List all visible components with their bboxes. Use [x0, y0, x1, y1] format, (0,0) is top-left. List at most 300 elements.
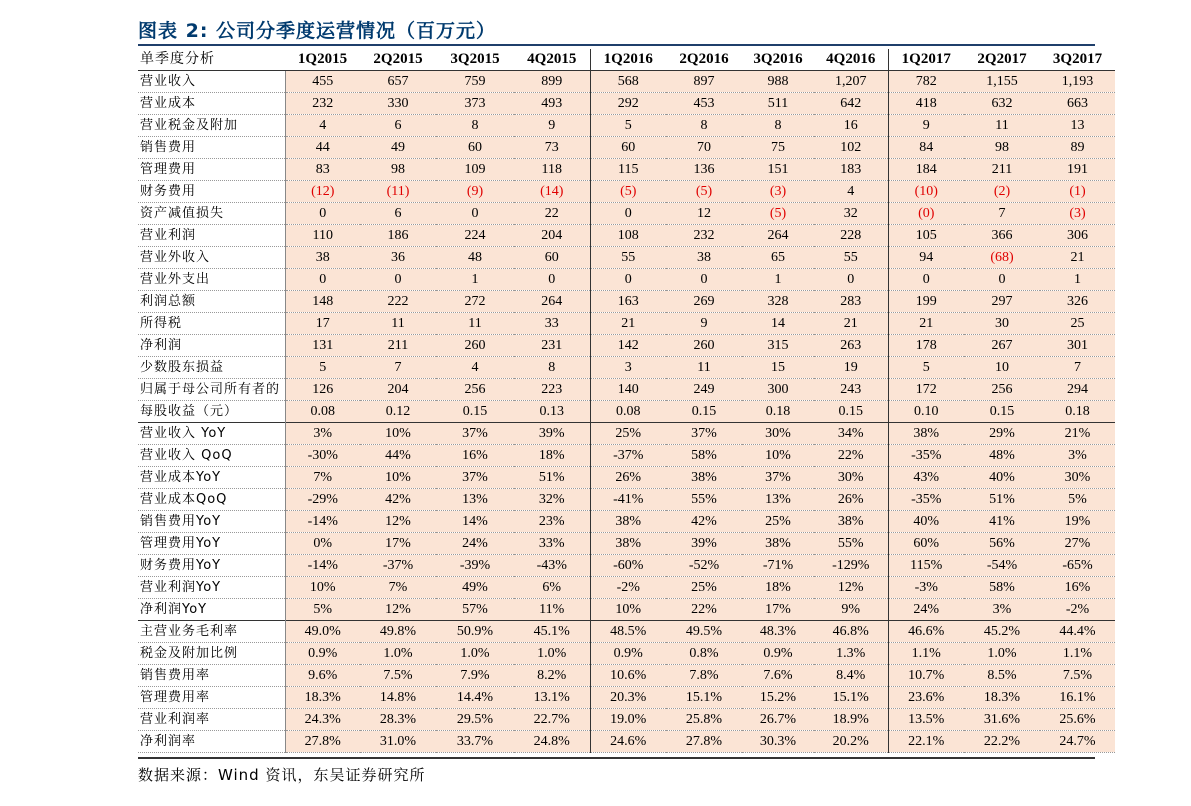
table-cell: 6: [360, 203, 436, 225]
table-cell: 11: [964, 115, 1040, 137]
table-cell: 988: [742, 71, 814, 93]
table-cell: 37%: [666, 423, 742, 445]
table-cell: 10: [964, 357, 1040, 379]
table-cell: 31.0%: [360, 731, 436, 753]
table-cell: 25%: [666, 577, 742, 599]
table-cell: 33%: [514, 533, 590, 555]
table-cell: (5): [666, 181, 742, 203]
table-cell: (10): [888, 181, 964, 203]
table-cell: 109: [436, 159, 514, 181]
table-cell: 0: [814, 269, 888, 291]
column-header: 3Q2017: [1040, 49, 1115, 71]
table-cell: 231: [514, 335, 590, 357]
table-cell: 102: [814, 137, 888, 159]
table-cell: 16%: [1040, 577, 1115, 599]
table-cell: 49.5%: [666, 621, 742, 643]
table-cell: 21: [888, 313, 964, 335]
row-label: 营业成本YoY: [138, 467, 285, 489]
row-label: 净利润YoY: [138, 599, 285, 621]
table-cell: 24.7%: [1040, 731, 1115, 753]
table-cell: 4: [285, 115, 360, 137]
row-label: 营业收入 YoY: [138, 423, 285, 445]
table-cell: 297: [964, 291, 1040, 313]
table-row: [138, 225, 1115, 247]
table-cell: -65%: [1040, 555, 1115, 577]
row-label: 营业外收入: [138, 247, 285, 269]
table-cell: 60: [436, 137, 514, 159]
table-cell: 60: [514, 247, 590, 269]
table-cell: (1): [1040, 181, 1115, 203]
table-cell: 15.1%: [666, 687, 742, 709]
table-cell: 0.9%: [590, 643, 666, 665]
table-cell: 48%: [964, 445, 1040, 467]
table-cell: 24%: [436, 533, 514, 555]
table-cell: 98: [964, 137, 1040, 159]
table-cell: 51%: [964, 489, 1040, 511]
column-header: 2Q2015: [360, 49, 436, 71]
table-cell: 38%: [590, 533, 666, 555]
table-cell: 19: [814, 357, 888, 379]
table-cell: 19%: [1040, 511, 1115, 533]
table-cell: 4: [814, 181, 888, 203]
row-label: 销售费用: [138, 137, 285, 159]
table-cell: 25: [1040, 313, 1115, 335]
table-cell: 30: [964, 313, 1040, 335]
table-cell: 58%: [666, 445, 742, 467]
table-cell: 1.1%: [888, 643, 964, 665]
column-header: 1Q2017: [888, 49, 964, 71]
table-cell: 49.8%: [360, 621, 436, 643]
table-row: [138, 181, 1115, 203]
figure-title: 图表 2: 公司分季度运营情况（百万元）: [138, 20, 497, 42]
table-cell: 34%: [814, 423, 888, 445]
table-cell: 0: [285, 269, 360, 291]
table-cell: 211: [360, 335, 436, 357]
table-row: [138, 533, 1115, 555]
table-cell: 0.13: [514, 401, 590, 423]
table-cell: 25.6%: [1040, 709, 1115, 731]
table-cell: 15.1%: [814, 687, 888, 709]
table-cell: 9.6%: [285, 665, 360, 687]
table-cell: 38%: [742, 533, 814, 555]
table-cell: 10.6%: [590, 665, 666, 687]
table-cell: 50.9%: [436, 621, 514, 643]
row-label: 主营业务毛利率: [138, 621, 285, 643]
table-cell: (2): [964, 181, 1040, 203]
table-cell: 897: [666, 71, 742, 93]
table-cell: 183: [814, 159, 888, 181]
table-cell: 16%: [436, 445, 514, 467]
table-cell: 191: [1040, 159, 1115, 181]
table-cell: 10%: [360, 467, 436, 489]
table-cell: 264: [514, 291, 590, 313]
table-cell: 10%: [285, 577, 360, 599]
table-cell: 18%: [514, 445, 590, 467]
table-cell: 9: [514, 115, 590, 137]
table-cell: 0%: [285, 533, 360, 555]
table-cell: 7.8%: [666, 665, 742, 687]
table-cell: 1.0%: [436, 643, 514, 665]
table-cell: 115: [590, 159, 666, 181]
table-cell: 30%: [1040, 467, 1115, 489]
table-cell: 269: [666, 291, 742, 313]
table-cell: 25%: [590, 423, 666, 445]
table-cell: 172: [888, 379, 964, 401]
table-cell: 22.2%: [964, 731, 1040, 753]
table-cell: 31.6%: [964, 709, 1040, 731]
table-cell: 1: [742, 269, 814, 291]
table-cell: 57%: [436, 599, 514, 621]
table-row: [138, 643, 1115, 665]
table-cell: 45.1%: [514, 621, 590, 643]
table-cell: 3%: [285, 423, 360, 445]
table-row: [138, 599, 1115, 621]
table-body: [138, 71, 1115, 753]
table-cell: 22.1%: [888, 731, 964, 753]
row-label: 净利润率: [138, 731, 285, 753]
row-label: 营业收入 QoQ: [138, 445, 285, 467]
table-cell: 1,207: [814, 71, 888, 93]
row-label: 营业外支出: [138, 269, 285, 291]
table-cell: 1.0%: [514, 643, 590, 665]
table-cell: 33.7%: [436, 731, 514, 753]
table-cell: 21: [1040, 247, 1115, 269]
table-cell: 21: [814, 313, 888, 335]
table-cell: 453: [666, 93, 742, 115]
table-cell: 37%: [436, 467, 514, 489]
table-cell: -29%: [285, 489, 360, 511]
header-row: [138, 49, 1115, 71]
table-cell: 0: [360, 269, 436, 291]
table-cell: 228: [814, 225, 888, 247]
table-row: [138, 489, 1115, 511]
row-label: 营业利润: [138, 225, 285, 247]
table-cell: 224: [436, 225, 514, 247]
table-cell: 223: [514, 379, 590, 401]
table-cell: 6%: [514, 577, 590, 599]
table-cell: (11): [360, 181, 436, 203]
table-cell: 27.8%: [285, 731, 360, 753]
table-cell: 55: [814, 247, 888, 269]
table-cell: 45.2%: [964, 621, 1040, 643]
table-cell: 8: [436, 115, 514, 137]
table-cell: 373: [436, 93, 514, 115]
table-cell: 4: [436, 357, 514, 379]
table-cell: 25%: [742, 511, 814, 533]
table-cell: 8: [666, 115, 742, 137]
table-cell: 249: [666, 379, 742, 401]
table-cell: 10%: [742, 445, 814, 467]
row-label: 税金及附加比例: [138, 643, 285, 665]
table-cell: 1: [1040, 269, 1115, 291]
table-cell: 9: [888, 115, 964, 137]
table-cell: 7%: [285, 467, 360, 489]
table-cell: 5: [590, 115, 666, 137]
table-cell: 0: [590, 269, 666, 291]
table-row: [138, 445, 1115, 467]
table-cell: (3): [742, 181, 814, 203]
table-cell: 14.4%: [436, 687, 514, 709]
table-cell: 151: [742, 159, 814, 181]
column-header: 4Q2016: [814, 49, 888, 71]
table-row: [138, 137, 1115, 159]
table-cell: 0.12: [360, 401, 436, 423]
table-cell: 43%: [888, 467, 964, 489]
table-cell: 20.3%: [590, 687, 666, 709]
table-row: [138, 709, 1115, 731]
table-cell: 12%: [814, 577, 888, 599]
table-cell: 75: [742, 137, 814, 159]
table-cell: -3%: [888, 577, 964, 599]
table-cell: 46.8%: [814, 621, 888, 643]
table-row: [138, 555, 1115, 577]
table-cell: 1.0%: [964, 643, 1040, 665]
table-cell: 40%: [888, 511, 964, 533]
table-cell: 184: [888, 159, 964, 181]
table-cell: 0.18: [742, 401, 814, 423]
table-cell: 7: [360, 357, 436, 379]
table-cell: 21: [590, 313, 666, 335]
table-cell: 38%: [888, 423, 964, 445]
table-cell: 55%: [814, 533, 888, 555]
table-cell: 1.0%: [360, 643, 436, 665]
table-row: [138, 665, 1115, 687]
table-cell: 49.0%: [285, 621, 360, 643]
table-cell: -129%: [814, 555, 888, 577]
table-cell: 18.3%: [285, 687, 360, 709]
table-cell: 20.2%: [814, 731, 888, 753]
table-cell: 13%: [436, 489, 514, 511]
table-cell: 0.08: [590, 401, 666, 423]
table-cell: 657: [360, 71, 436, 93]
table-cell: 256: [436, 379, 514, 401]
table-row: [138, 687, 1115, 709]
table-cell: 455: [285, 71, 360, 93]
row-label: 营业收入: [138, 71, 285, 93]
table-cell: 0.8%: [666, 643, 742, 665]
table-cell: 46.6%: [888, 621, 964, 643]
source-note: 数据来源：Wind 资讯，东吴证券研究所: [138, 766, 426, 784]
table-row: [138, 731, 1115, 753]
table-cell: 6: [360, 115, 436, 137]
row-label: 营业利润YoY: [138, 577, 285, 599]
row-label: 所得税: [138, 313, 285, 335]
table-cell: 15: [742, 357, 814, 379]
table-cell: 17%: [742, 599, 814, 621]
table-row: [138, 379, 1115, 401]
table-cell: 13%: [742, 489, 814, 511]
row-label: 归属于母公司所有者的: [138, 379, 285, 401]
table-cell: 263: [814, 335, 888, 357]
table-cell: 759: [436, 71, 514, 93]
table-cell: 0.15: [964, 401, 1040, 423]
table-cell: 5%: [1040, 489, 1115, 511]
table-cell: 9%: [814, 599, 888, 621]
table-cell: 42%: [360, 489, 436, 511]
table-cell: (5): [742, 203, 814, 225]
table-cell: 24.6%: [590, 731, 666, 753]
table-cell: 94: [888, 247, 964, 269]
table-cell: 292: [590, 93, 666, 115]
table-cell: 17%: [360, 533, 436, 555]
table-cell: 65: [742, 247, 814, 269]
table-cell: (68): [964, 247, 1040, 269]
table-cell: 178: [888, 335, 964, 357]
title-rule: [138, 44, 1095, 46]
table-cell: 7.6%: [742, 665, 814, 687]
table-cell: 0: [964, 269, 1040, 291]
table-cell: 11: [666, 357, 742, 379]
table-cell: 105: [888, 225, 964, 247]
bottom-rule: [138, 757, 1095, 759]
row-label: 销售费用YoY: [138, 511, 285, 533]
table-cell: 30%: [742, 423, 814, 445]
table-cell: 23.6%: [888, 687, 964, 709]
table-cell: 16.1%: [1040, 687, 1115, 709]
table-cell: 55%: [666, 489, 742, 511]
table-cell: 3%: [1040, 445, 1115, 467]
table-row: [138, 467, 1115, 489]
table-cell: 38: [285, 247, 360, 269]
table-cell: 0: [590, 203, 666, 225]
table-cell: 37%: [436, 423, 514, 445]
table-cell: 1.1%: [1040, 643, 1115, 665]
table-cell: 10%: [360, 423, 436, 445]
table-cell: 204: [360, 379, 436, 401]
table-cell: 12%: [360, 599, 436, 621]
table-row: [138, 621, 1115, 643]
table-cell: 272: [436, 291, 514, 313]
table-cell: 16: [814, 115, 888, 137]
table-cell: 26%: [814, 489, 888, 511]
table-cell: 326: [1040, 291, 1115, 313]
table-cell: 5: [888, 357, 964, 379]
table-cell: 7.5%: [1040, 665, 1115, 687]
table-cell: 38%: [590, 511, 666, 533]
table-cell: 29.5%: [436, 709, 514, 731]
column-header: 1Q2016: [590, 49, 666, 71]
table-row: [138, 291, 1115, 313]
quarterly-table: [138, 49, 1115, 753]
table-cell: 22%: [814, 445, 888, 467]
table-cell: 22: [514, 203, 590, 225]
row-label: 财务费用YoY: [138, 555, 285, 577]
table-cell: 0: [514, 269, 590, 291]
table-cell: 0.9%: [742, 643, 814, 665]
table-cell: 15.2%: [742, 687, 814, 709]
row-label: 管理费用率: [138, 687, 285, 709]
row-label: 财务费用: [138, 181, 285, 203]
table-cell: 25.8%: [666, 709, 742, 731]
table-cell: 7: [964, 203, 1040, 225]
table-cell: -14%: [285, 555, 360, 577]
table-cell: 328: [742, 291, 814, 313]
table-cell: -2%: [1040, 599, 1115, 621]
table-cell: 3: [590, 357, 666, 379]
table-cell: 18%: [742, 577, 814, 599]
table-cell: 70: [666, 137, 742, 159]
table-cell: 256: [964, 379, 1040, 401]
table-cell: 11: [360, 313, 436, 335]
table-cell: 1.3%: [814, 643, 888, 665]
table-cell: (14): [514, 181, 590, 203]
table-cell: 663: [1040, 93, 1115, 115]
row-label: 少数股东损益: [138, 357, 285, 379]
table-row: [138, 577, 1115, 599]
table-cell: 55: [590, 247, 666, 269]
table-cell: (9): [436, 181, 514, 203]
table-cell: 8: [514, 357, 590, 379]
table-cell: -43%: [514, 555, 590, 577]
table-row: [138, 93, 1115, 115]
table-cell: 40%: [964, 467, 1040, 489]
table-cell: 199: [888, 291, 964, 313]
table-row: [138, 335, 1115, 357]
table-cell: 0.08: [285, 401, 360, 423]
row-label: 净利润: [138, 335, 285, 357]
table-cell: 38%: [814, 511, 888, 533]
table-cell: -2%: [590, 577, 666, 599]
table-cell: 108: [590, 225, 666, 247]
table-cell: 300: [742, 379, 814, 401]
table-cell: 38: [666, 247, 742, 269]
table-cell: 98: [360, 159, 436, 181]
table-cell: 330: [360, 93, 436, 115]
table-cell: -35%: [888, 489, 964, 511]
table-cell: 60%: [888, 533, 964, 555]
table-cell: 8: [742, 115, 814, 137]
table-cell: 32: [814, 203, 888, 225]
table-row: [138, 423, 1115, 445]
table-cell: 163: [590, 291, 666, 313]
table-cell: 17: [285, 313, 360, 335]
table-cell: 1: [436, 269, 514, 291]
table-cell: 24.8%: [514, 731, 590, 753]
table-cell: 44: [285, 137, 360, 159]
table-cell: 899: [514, 71, 590, 93]
table-cell: 0.15: [666, 401, 742, 423]
table-cell: 48.5%: [590, 621, 666, 643]
table-cell: 7: [1040, 357, 1115, 379]
table-cell: 306: [1040, 225, 1115, 247]
table-cell: 73: [514, 137, 590, 159]
table-row: [138, 357, 1115, 379]
table-cell: 11: [436, 313, 514, 335]
column-header: 3Q2016: [742, 49, 814, 71]
column-header: 1Q2015: [285, 49, 360, 71]
table-cell: 0.15: [814, 401, 888, 423]
table-cell: 23%: [514, 511, 590, 533]
table-cell: -71%: [742, 555, 814, 577]
row-label: 营业税金及附加: [138, 115, 285, 137]
table-cell: -37%: [360, 555, 436, 577]
table-cell: 14.8%: [360, 687, 436, 709]
table-cell: 39%: [514, 423, 590, 445]
table-cell: 12: [666, 203, 742, 225]
table-cell: 33: [514, 313, 590, 335]
table-row: [138, 401, 1115, 423]
table-cell: 232: [666, 225, 742, 247]
table-cell: 27.8%: [666, 731, 742, 753]
table-cell: 49%: [436, 577, 514, 599]
column-header: 4Q2015: [514, 49, 590, 71]
table-cell: -35%: [888, 445, 964, 467]
table-cell: 84: [888, 137, 964, 159]
column-header: 2Q2016: [666, 49, 742, 71]
table-cell: 27%: [1040, 533, 1115, 555]
table-cell: 243: [814, 379, 888, 401]
table-cell: 28.3%: [360, 709, 436, 731]
